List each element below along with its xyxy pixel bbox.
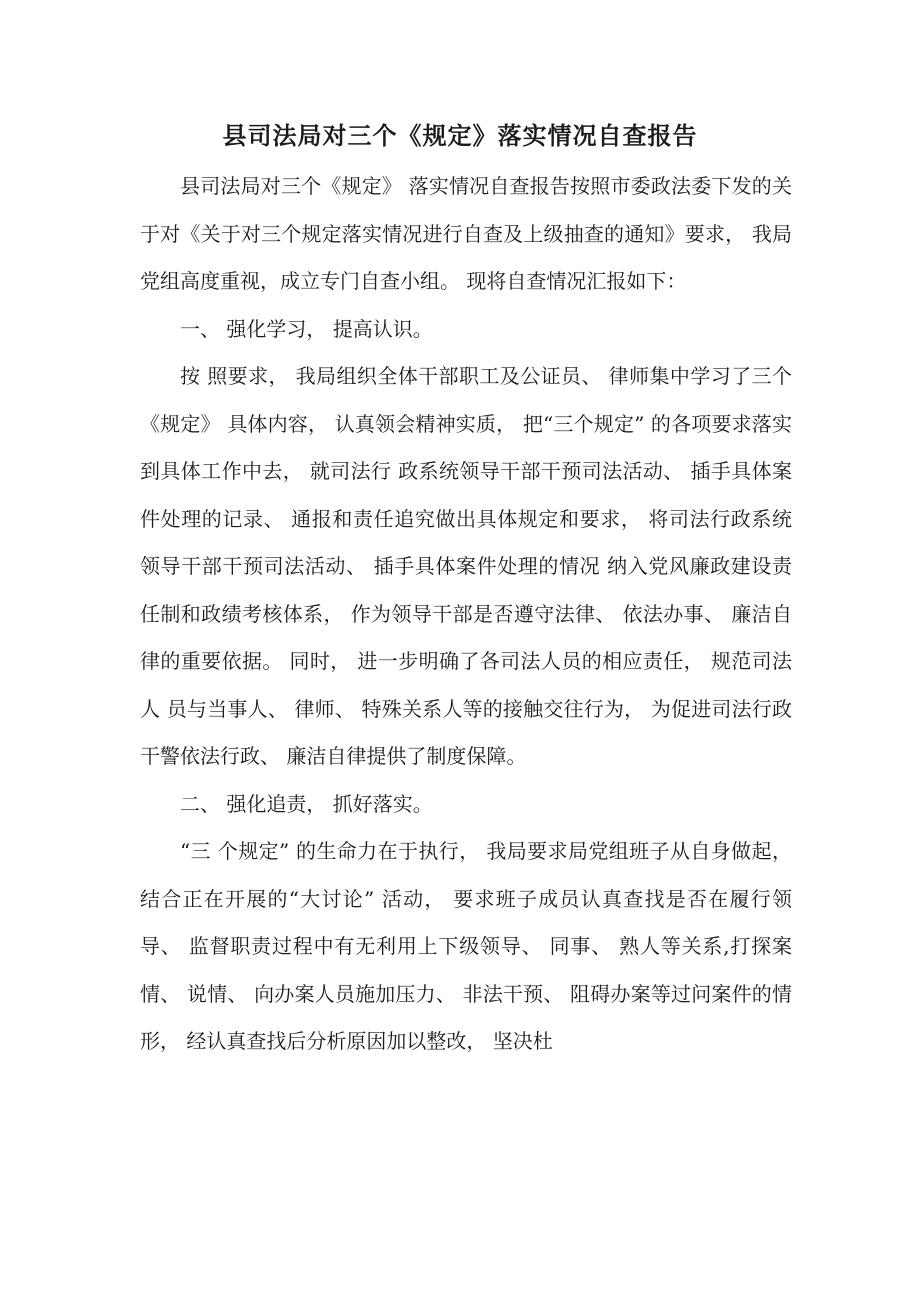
paragraph-intro: 县司法局对三个《规定》 落实情况自查报告按照市委政法委下发的关于对《关于对三个规定落实情况进行自查及上级抽查的通知》要求， 我局党组高度重视，成立专门自查小组。 现将自查情况汇报如下： xyxy=(140,174,792,293)
paragraph-section-1: 按 照要求， 我局组织全体干部职工及公证员、 律师集中学习了三个《规定》 具体内容， 认真领会精神实质， 把“三个规定” 的各项要求落实到具体工作中去， 就司法行 政系统领导干部干预司法活动、 插手具体案件处理的记录、 通报和责任追究做出具体规定和要求， 将司法行政系统领导干部干预司法活动、 插手具体案件处理的情况 纳入党风廉政建设责任制和政绩考核体系， 作为领导干部是否遵守法律、 依法办事、 廉洁自律的重要依据。 同时， 进一步明确了各司法人员的相应责任， 规范司法人 员与当事人、 律师、 特殊关系人等的接触交往行为， 为促进司法行政干警依法行政、 廉洁自律提供了制度保障。 xyxy=(140,364,792,768)
document-title: 县司法局对三个《规定》落实情况自查报告 xyxy=(222,121,698,150)
section-heading-1: 一、 强化学习， 提高认识。 xyxy=(180,316,433,341)
paragraph-section-2: “三 个规定” 的生命力在于执行， 我局要求局党组班子从自身做起， 结合正在开展的“大讨论” 活动， 要求班子成员认真查找是否在履行领导、 监督职责过程中有无利用上下级领导、 同事、 熟人等关系,打探案情、 说情、 向办案人员施加压力、 非法干预、 阻碍办案等过问案件的情形， 经认真查找后分析原因加以整改， 坚决杜 xyxy=(140,839,792,1053)
document-body xyxy=(140,163,792,1066)
section-heading-2: 二、 强化追责， 抓好落实。 xyxy=(180,791,433,816)
